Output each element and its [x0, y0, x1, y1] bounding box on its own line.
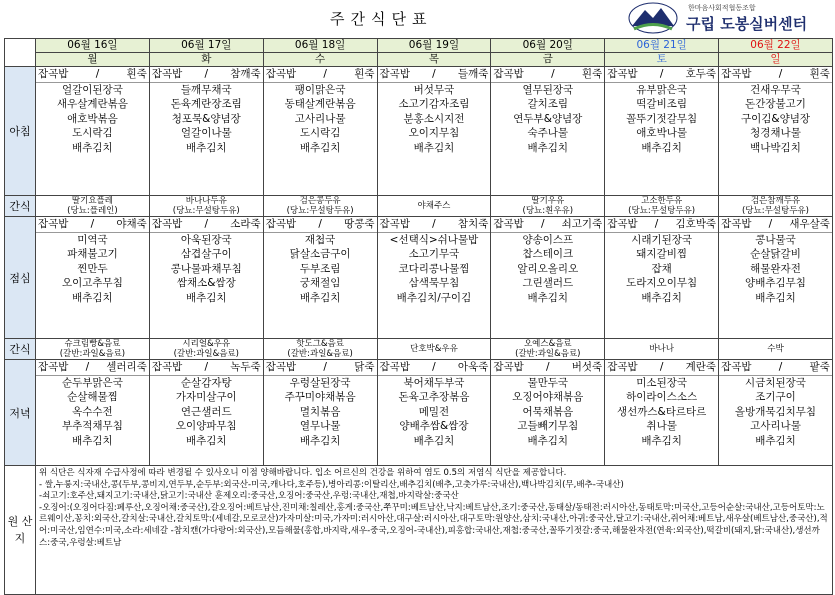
menu-item: 아욱된장국: [180, 233, 232, 246]
rice-label: 잡곡밥: [151, 68, 183, 80]
rice-porridge-line: [605, 217, 718, 233]
snack-name: 야채주스: [417, 201, 451, 211]
rice-porridge-line: [719, 67, 832, 83]
rice-porridge-line: [719, 360, 832, 376]
center-logo: [628, 2, 833, 36]
snack-name: 오예스&음료: [523, 339, 572, 349]
rice-label: 잡곡밥: [721, 68, 752, 80]
snack-diabetic-option: (갈반:과일&음료): [59, 349, 126, 359]
origin-note-line: 위 식단은 식자재 수급사정에 따라 변경될 수 있사오니 이점 양해바랍니다. 입소 어르신의 건강을 위하여 염도 0.5의 저염식 식단을 제공합니다.: [39, 468, 567, 478]
menu-item: 옥수수전: [72, 405, 113, 418]
rice-porridge-line: [491, 217, 604, 233]
porridge-label: 흰죽: [809, 68, 830, 80]
snack-name: 딸기요플레: [71, 196, 113, 206]
menu-item: 분홍소시지전: [403, 112, 465, 125]
menu-item: 올방개묵김치무침: [734, 405, 817, 418]
menu-item: 배추김치: [641, 141, 682, 154]
rice-porridge-line: [264, 217, 377, 233]
menu-item: 미소된장국: [636, 376, 687, 389]
snack-diabetic-option: (갈반:과일&음료): [287, 349, 353, 359]
rice-porridge-line: [378, 360, 491, 376]
rice-porridge-line: [36, 360, 149, 376]
snack1-row: [5, 196, 833, 217]
rice-label: 잡곡밥: [38, 68, 69, 80]
porridge-label: 들깨죽: [457, 68, 489, 80]
lunch-cell: [263, 217, 377, 339]
snack-diabetic-option: (당뇨:무설탕두유): [628, 206, 696, 216]
menu-item: 건새우무국: [750, 83, 801, 96]
rice-porridge-line: [378, 67, 491, 83]
separator: /: [654, 218, 659, 230]
snack-cell: [605, 196, 719, 217]
rice-label: 잡곡밥: [721, 361, 752, 373]
date-header: 06월 19일: [377, 39, 491, 53]
menu-item: 돈간장불고기: [745, 98, 806, 110]
menu-item: 고들빼기무침: [517, 420, 579, 432]
mountain-logo-icon: [628, 2, 678, 34]
menu-item: 알리오올리오: [517, 262, 579, 275]
menu-item: 오징어야채볶음: [512, 391, 584, 403]
menu-item: 갈치조림: [527, 98, 569, 110]
rice-porridge-line: [719, 217, 832, 233]
day-row: [5, 53, 833, 67]
menu-item: 시금치된장국: [745, 376, 806, 389]
menu-item: 구이김&양념장: [740, 112, 810, 125]
rice-label: 잡곡밥: [607, 361, 638, 373]
porridge-label: 팥죽: [809, 361, 830, 373]
menu-item: 재첩국: [304, 233, 336, 246]
separator: /: [318, 218, 322, 230]
menu-item: 배추김치: [641, 434, 682, 447]
snack-label: 간식: [5, 196, 36, 217]
menu-item: 팽이맑은국: [294, 83, 346, 96]
porridge-label: 흰죽: [354, 68, 375, 80]
menu-item: 찐만두: [77, 262, 108, 275]
menu-item: 새우살계란볶음: [56, 98, 128, 110]
snack-cell: [36, 339, 150, 360]
snack-cell: [263, 339, 377, 360]
porridge-label: 흰죽: [581, 68, 603, 80]
menu-item: 해물완자전: [750, 262, 801, 275]
lunch-cell: [491, 217, 605, 339]
menu-item: 청포묵&양념장: [171, 112, 241, 125]
rice-label: 잡곡밥: [607, 218, 638, 230]
breakfast-cell: [491, 67, 605, 196]
snack-cell: [263, 196, 377, 217]
origin-notes: [36, 466, 833, 595]
separator: /: [778, 68, 783, 80]
menu-item: 돈육고추장볶음: [398, 391, 470, 403]
breakfast-row: [5, 67, 833, 196]
menu-item: 코다리콩나물찜: [398, 262, 470, 275]
menu-item: 쌈채소&쌈장: [176, 277, 236, 289]
lunch-cell: [377, 217, 491, 339]
dinner-cell: [36, 360, 150, 466]
snack-diabetic-option: (당뇨:무설탕두유): [286, 206, 354, 216]
menu-item: 도시락김: [299, 127, 341, 139]
rice-label: 잡곡밥: [38, 218, 69, 230]
snack-name: 바나나: [649, 344, 674, 354]
snack-name: 수박: [767, 344, 784, 354]
menu-item: 메밀전: [418, 405, 450, 418]
snack-cell: [491, 196, 605, 217]
date-row: [5, 39, 833, 53]
separator: /: [204, 218, 209, 230]
breakfast-cell: [377, 67, 491, 196]
separator: /: [85, 361, 90, 373]
separator: /: [546, 361, 550, 373]
separator: /: [659, 361, 664, 373]
menu-item: 배추김치: [413, 141, 455, 154]
separator: /: [768, 218, 773, 230]
separator: /: [204, 68, 209, 80]
separator: /: [323, 68, 327, 80]
menu-item: 백나박김치: [750, 141, 801, 154]
menu-item: 멸치볶음: [299, 405, 341, 418]
breakfast-cell: [149, 67, 263, 196]
menu-item: 얼갈이된장국: [61, 83, 123, 96]
day-header: 수: [263, 53, 377, 67]
porridge-label: 김호박죽: [675, 218, 717, 230]
dinner-label: 저녁: [5, 360, 36, 466]
separator: /: [432, 68, 436, 80]
menu-item: 찹스테이크: [522, 248, 574, 260]
menu-item: 그린샐러드: [522, 277, 574, 289]
menu-item: 청경채나물: [750, 127, 801, 139]
date-header: 06월 21일: [605, 39, 719, 53]
lunch-row: [5, 217, 833, 339]
menu-item: 버섯무국: [413, 83, 455, 96]
rice-porridge-line: [264, 360, 377, 376]
rice-porridge-line: [36, 67, 149, 83]
day-header: 토: [605, 53, 719, 67]
rice-porridge-line: [605, 67, 718, 83]
menu-item: 부추적채무침: [61, 420, 123, 432]
menu-item: 배추김치: [755, 291, 796, 304]
day-header: 일: [719, 53, 833, 67]
menu-item: 물만두국: [527, 376, 569, 389]
day-header: 목: [377, 53, 491, 67]
menu-item: 북어채두부국: [403, 376, 465, 389]
snack-cell: [377, 196, 491, 217]
menu-item: 애호박볶음: [67, 112, 118, 125]
snack-diabetic-option: (당뇨:플레인): [67, 206, 118, 216]
org-name: 한마음사회적협동조합: [688, 4, 756, 12]
snack2-row: [5, 339, 833, 360]
menu-item: 순살감자탕: [180, 376, 232, 389]
porridge-label: 땅콩죽: [344, 218, 375, 230]
snack-name: 딸기우유: [531, 196, 565, 206]
menu-item: 꼴뚜기젓갈무침: [626, 112, 698, 125]
porridge-label: 아욱죽: [457, 361, 489, 373]
menu-item: 배추김치: [299, 434, 341, 447]
menu-item: 배추김치: [641, 291, 682, 304]
lunch-cell: [149, 217, 263, 339]
menu-item: 순살해물찜: [67, 391, 118, 403]
menu-item: 콩나물파채무침: [170, 262, 242, 275]
porridge-label: 참깨죽: [230, 68, 261, 80]
menu-item: 배추김치: [527, 434, 569, 447]
separator: /: [95, 68, 100, 80]
date-header: 06월 18일: [263, 39, 377, 53]
dinner-cell: [491, 360, 605, 466]
snack-cell: [149, 196, 263, 217]
snack-diabetic-option: (당뇨:무설탕두유): [741, 206, 809, 216]
origin-label: 원 산 지: [5, 466, 36, 595]
menu-item: 배추김치: [299, 291, 341, 304]
snack-name: 단호박&우유: [410, 344, 458, 354]
rice-label: 잡곡밥: [379, 218, 410, 230]
menu-item: 도라지오이무침: [626, 277, 698, 289]
rice-label: 잡곡밥: [493, 361, 524, 373]
menu-item: 미역국: [77, 233, 108, 246]
snack-name: 슈크림빵&음료: [64, 339, 121, 349]
menu-item: 배추김치: [413, 434, 455, 447]
porridge-label: 버섯죽: [571, 361, 603, 373]
rice-porridge-line: [378, 217, 491, 233]
page-title: 주간식단표: [330, 10, 433, 28]
menu-item: 동태살계란볶음: [284, 98, 356, 110]
rice-porridge-line: [150, 67, 263, 83]
menu-item: 떡갈비조림: [636, 98, 687, 110]
day-header: 금: [491, 53, 605, 67]
date-header: 06월 22일: [719, 39, 833, 53]
menu-item: 주꾸미야채볶음: [284, 391, 356, 403]
menu-item: 양배추쌈&쌈장: [399, 420, 469, 432]
separator: /: [659, 68, 664, 80]
breakfast-cell: [719, 67, 833, 196]
menu-item: 취나물: [646, 420, 677, 432]
snack-name: 검은콩두유: [299, 196, 341, 206]
rice-label: 잡곡밥: [607, 68, 638, 80]
porridge-label: 흰죽: [126, 68, 147, 80]
menu-item: 소고기감자조림: [398, 98, 470, 110]
rice-label: 잡곡밥: [151, 361, 183, 373]
menu-item: 순두부맑은국: [61, 376, 123, 389]
separator: /: [432, 218, 436, 230]
menu-item: 생선까스&타르타르: [616, 405, 707, 418]
menu-item: 배추김치: [527, 291, 569, 304]
lunch-cell: [36, 217, 150, 339]
menu-item: 가자미살구이: [175, 391, 237, 403]
menu-item: 궁채절임: [299, 277, 341, 289]
menu-item: 연근샐러드: [180, 405, 232, 418]
porridge-label: 셀러리죽: [106, 361, 147, 373]
dinner-cell: [719, 360, 833, 466]
menu-item: 우렁살된장국: [289, 376, 351, 389]
rice-label: 잡곡밥: [379, 68, 410, 80]
weekly-menu-table: [4, 38, 833, 595]
rice-label: 잡곡밥: [493, 218, 524, 230]
rice-porridge-line: [264, 67, 377, 83]
breakfast-cell: [605, 67, 719, 196]
breakfast-cell: [263, 67, 377, 196]
rice-porridge-line: [36, 217, 149, 233]
dinner-cell: [377, 360, 491, 466]
separator: /: [90, 218, 95, 230]
snack-cell: [149, 339, 263, 360]
menu-item: 배추김치: [755, 434, 796, 447]
snack-name: 바나나두유: [185, 196, 227, 206]
menu-item: 배추김치: [299, 141, 341, 154]
dinner-cell: [263, 360, 377, 466]
menu-item: 배추김치/구이김: [396, 291, 472, 304]
menu-item: 숙주나물: [527, 127, 569, 139]
menu-item: 어묵채볶음: [522, 405, 574, 418]
rice-label: 잡곡밥: [38, 361, 69, 373]
snack-name: 검은참깨두유: [750, 196, 801, 206]
menu-item: 두부조림: [299, 262, 341, 275]
menu-item: 파채불고기: [67, 248, 118, 260]
lunch-cell: [605, 217, 719, 339]
rice-porridge-line: [491, 360, 604, 376]
porridge-label: 새우살죽: [789, 218, 830, 230]
menu-item: 배추김치: [185, 434, 227, 447]
porridge-label: 야채죽: [116, 218, 147, 230]
menu-item: 얼갈이나물: [180, 127, 232, 139]
menu-item: 오이고추무침: [61, 277, 123, 289]
porridge-label: 계란죽: [685, 361, 717, 373]
menu-item: <선택식>쉬나물밥: [389, 233, 479, 246]
breakfast-cell: [36, 67, 150, 196]
snack-diabetic-option: (갈반:과일&음료): [173, 349, 239, 359]
porridge-label: 소라죽: [230, 218, 261, 230]
rice-porridge-line: [491, 67, 604, 83]
menu-item: 연두부&양념장: [513, 112, 583, 125]
separator: /: [432, 361, 436, 373]
snack-cell: [719, 339, 833, 360]
menu-item: 삼색묵무침: [408, 277, 460, 289]
separator: /: [540, 218, 545, 230]
snack-name: 핫도그&음료: [296, 339, 344, 349]
rice-label: 잡곡밥: [493, 68, 524, 80]
menu-item: 열무된장국: [522, 83, 574, 96]
menu-item: 고사리나물: [750, 420, 801, 432]
rice-label: 잡곡밥: [379, 361, 410, 373]
snack-cell: [491, 339, 605, 360]
snack-diabetic-option: (갈반:과일&음료): [515, 349, 581, 359]
porridge-label: 녹두죽: [230, 361, 261, 373]
rice-label: 잡곡밥: [151, 218, 183, 230]
menu-item: 순살닭갈비: [750, 248, 801, 260]
menu-item: 오이지무침: [408, 127, 460, 139]
rice-label: 잡곡밥: [721, 218, 752, 230]
snack-cell: [36, 196, 150, 217]
menu-item: 소고기무국: [408, 248, 460, 260]
snack-diabetic-option: (당뇨:흰우유): [522, 206, 574, 216]
origin-note-line: -오징어:(오징어다짐:페루산,오징어채:중국산),갈오징어:베트남산,진미채:칠레산,홍게:중국산,쭈꾸미:베트남산,낙지:베트남산,조기:중국산,동태살/동태전:러시아산,동태토막:미국산,고등어순살:국내산,고등어토막:노르웨이산,꽁치:외국산,갈치살:국내산,갈치토막:(세네갈,모로코산)가자미살:미국,가자미:러시아산,대구살:러시아산,대구토막:원양산,삼치:국내산,아귀:중국산,달고기:국내산,쥐어채:베트남,새우살(베트남산,중국산),적어:미국산,임연수:미국,소라:세네갈 -참치캔(가다랑어:외국산),모듬해물(홍합,바지락,새우-중국,오징어-국내산),피홍합:국내산,재첩:중국산,꼴뚜기젓갈:중국,해물완자전(연육:외국산),떡갈비(돼지,닭:국내산),생선까스:중국,우렁살:베트남: [39, 502, 828, 548]
menu-item: 배추김치: [72, 434, 113, 447]
date-header: 06월 17일: [149, 39, 263, 53]
snack-name: 시리얼&우유: [182, 339, 231, 349]
snack-label: 간식: [5, 339, 36, 360]
menu-item: 배추김치: [72, 141, 113, 154]
menu-item: 열무나물: [299, 420, 341, 432]
porridge-label: 호두죽: [685, 68, 717, 80]
menu-item: 애호박나물: [636, 127, 687, 139]
day-header: 월: [36, 53, 150, 67]
menu-item: 양배추김무침: [745, 277, 806, 289]
rice-porridge-line: [150, 217, 263, 233]
menu-item: 양송이스프: [522, 233, 574, 246]
porridge-label: 닭죽: [354, 361, 375, 373]
menu-item: 닭살소금구이: [289, 248, 351, 260]
menu-item: 삼겹살구이: [180, 248, 232, 260]
dinner-cell: [605, 360, 719, 466]
separator: /: [204, 361, 209, 373]
separator: /: [323, 361, 327, 373]
menu-item: 고사리나물: [294, 112, 346, 125]
menu-item: 배추김치: [185, 141, 227, 154]
day-header: 화: [149, 53, 263, 67]
menu-item: 조기구이: [755, 391, 796, 403]
dinner-cell: [149, 360, 263, 466]
rice-label: 잡곡밥: [265, 68, 297, 80]
menu-item: 잡채: [651, 262, 672, 275]
origin-row: [5, 466, 833, 595]
snack-cell: [605, 339, 719, 360]
menu-item: 돈육계란장조림: [170, 98, 242, 110]
rice-porridge-line: [605, 360, 718, 376]
snack-cell: [377, 339, 491, 360]
menu-item: 시래기된장국: [631, 233, 693, 246]
snack-cell: [719, 196, 833, 217]
separator: /: [778, 361, 783, 373]
menu-item: 하이라이스소스: [626, 391, 698, 403]
rice-label: 잡곡밥: [265, 218, 297, 230]
date-header: 06월 20일: [491, 39, 605, 53]
menu-item: 콩나물국: [755, 233, 796, 246]
snack-name: 고소한두유: [641, 196, 683, 206]
corner-cell: [5, 39, 36, 67]
rice-label: 잡곡밥: [265, 361, 297, 373]
origin-note-line: - 쌀,누룽지:국내산,콩(두부,콩비지,연두부,순두부:외국산-미국,캐나다,호주등),병아리콩:이탈리산,배추김치(배추,고춧가루:국내산),백나박김치(무,배추-국내산): [39, 479, 624, 490]
menu-item: 도시락김: [72, 127, 113, 139]
menu-item: 배추김치: [185, 291, 227, 304]
dinner-row: [5, 360, 833, 466]
menu-item: 유부맑은국: [636, 83, 687, 96]
porridge-label: 쇠고기죽: [561, 218, 603, 230]
center-name: 구립 도봉실버센터: [686, 15, 808, 33]
menu-item: 들깨무채국: [180, 83, 232, 96]
menu-item: 배추김치: [527, 141, 569, 154]
breakfast-label: 아침: [5, 67, 36, 196]
porridge-label: 참치죽: [457, 218, 489, 230]
lunch-label: 점심: [5, 217, 36, 339]
separator: /: [551, 68, 555, 80]
menu-item: 돼지갈비찜: [636, 248, 687, 260]
lunch-cell: [719, 217, 833, 339]
origin-note-line: -쇠고기:호주산,돼지고기:국내산,닭고기:국내산 훈제오리:중국산,오징어:중국산,우렁:국내산,재첩,바지락살:중국산: [39, 491, 459, 502]
date-header: 06월 16일: [36, 39, 150, 53]
menu-item: 배추김치: [72, 291, 113, 304]
rice-porridge-line: [150, 360, 263, 376]
menu-item: 오이양파무침: [175, 420, 237, 432]
snack-diabetic-option: (당뇨:무설탕두유): [172, 206, 240, 216]
